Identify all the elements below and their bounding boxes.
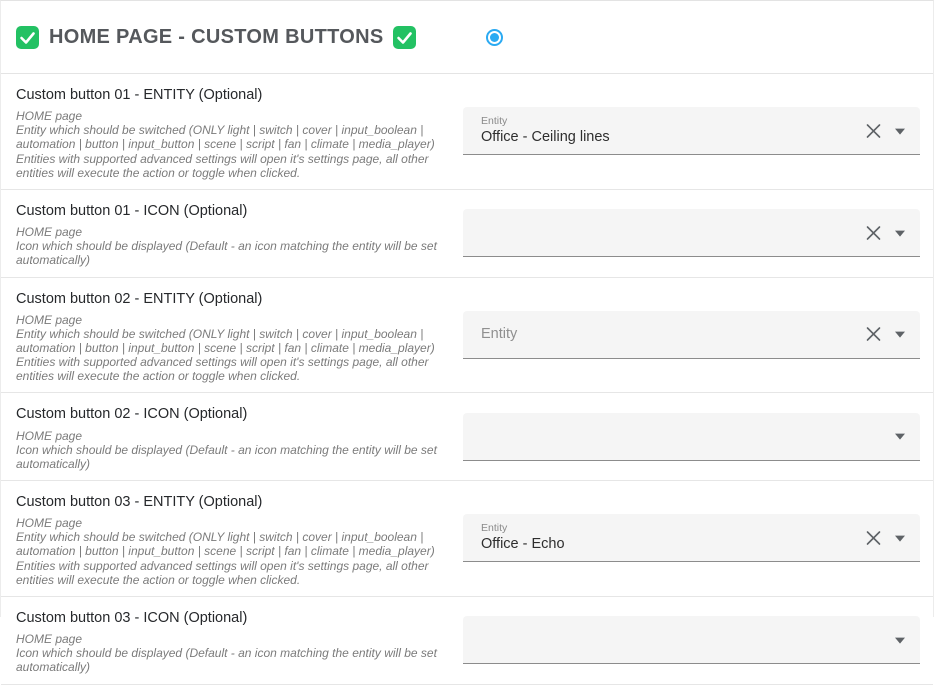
check-icon[interactable] (393, 26, 416, 49)
setting-description (16, 313, 453, 384)
setting-description-line: HOME page (16, 428, 83, 443)
setting-title: Custom button 01 - ENTITY (Optional) (16, 87, 263, 103)
field-placeholder: Entity (481, 326, 518, 343)
field-value: Office - Ceiling lines (481, 129, 610, 146)
clear-icon[interactable] (865, 529, 882, 546)
settings-row (1, 278, 933, 394)
setting-control (463, 490, 920, 587)
setting-description (16, 429, 453, 471)
setting-title: Custom button 02 - ICON (Optional) (16, 406, 248, 423)
setting-info (16, 606, 463, 675)
setting-description-line: HOME page (16, 632, 83, 647)
entity-select-field[interactable] (463, 209, 920, 257)
setting-description-line: Icon which should be displayed (Default - an icon matching the entity will be set automatically) (16, 646, 437, 675)
clear-icon[interactable] (865, 326, 882, 343)
entity-select-field[interactable] (463, 311, 920, 359)
setting-description (16, 225, 453, 267)
setting-title: Custom button 01 - ICON (Optional) (16, 202, 248, 219)
entity-select-field[interactable] (463, 514, 920, 562)
setting-info (16, 83, 463, 180)
settings-row (1, 393, 933, 481)
entity-select-field[interactable] (463, 616, 920, 664)
setting-description (16, 632, 453, 674)
chevron-down-icon[interactable] (895, 536, 905, 542)
settings-row (1, 74, 933, 190)
entity-select-field[interactable] (463, 107, 920, 155)
setting-title: Custom button 03 - ENTITY (Optional) (16, 494, 263, 510)
setting-description-line: HOME page (16, 225, 83, 240)
setting-description-line: HOME page (16, 312, 83, 327)
setting-description-line: HOME page (16, 109, 83, 124)
setting-description-line: Icon which should be displayed (Default - an icon matching the entity will be set automatically) (16, 239, 437, 268)
setting-description-line: Entity which should be switched (ONLY light | switch | cover | input_boolean | automation | button | input_button | scene | script | fan | climate | media_player) (16, 326, 435, 355)
setting-info (16, 199, 463, 268)
setting-info (16, 490, 463, 587)
setting-title: Custom button 03 - ICON (Optional) (16, 609, 248, 626)
field-value: Office - Echo (481, 536, 565, 553)
settings-row (1, 481, 933, 597)
setting-control (463, 287, 920, 384)
setting-control (463, 199, 920, 268)
setting-description-line: Icon which should be displayed (Default - an icon matching the entity will be set automatically) (16, 442, 437, 471)
chevron-down-icon[interactable] (895, 230, 905, 236)
chevron-down-icon[interactable] (895, 332, 905, 338)
page-header (1, 1, 933, 74)
setting-description-line: Entities with supported advanced settings will open it's settings page, all other entities will execute the action or toggle when clicked. (16, 355, 429, 384)
chevron-down-icon[interactable] (895, 129, 905, 135)
setting-info (16, 287, 463, 384)
clear-icon[interactable] (865, 122, 882, 139)
setting-control (463, 606, 920, 675)
setting-description-line: Entity which should be switched (ONLY light | switch | cover | input_boolean | automation | button | input_button | scene | script | fan | climate | media_player) (16, 530, 435, 559)
setting-description (16, 516, 453, 587)
entity-select-field[interactable] (463, 413, 920, 461)
field-label: Entity (481, 521, 508, 534)
chevron-down-icon[interactable] (895, 434, 905, 440)
setting-description-line: Entity which should be switched (ONLY light | switch | cover | input_boolean | automation | button | input_button | scene | script | fan | climate | media_player) (16, 123, 435, 152)
radio-dot (490, 33, 499, 42)
settings-row (1, 597, 933, 685)
setting-description (16, 109, 453, 180)
setting-control (463, 402, 920, 471)
setting-control (463, 83, 920, 180)
chevron-down-icon[interactable] (895, 637, 905, 643)
setting-description-line: Entities with supported advanced settings will open it's settings page, all other entities will execute the action or toggle when clicked. (16, 558, 429, 587)
check-icon[interactable] (16, 26, 39, 49)
field-label: Entity (481, 114, 508, 127)
setting-info (16, 402, 463, 471)
radio-selected-icon[interactable] (486, 29, 503, 46)
clear-icon[interactable] (865, 224, 882, 241)
settings-rows (1, 74, 933, 685)
setting-description-line: Entities with supported advanced settings will open it's settings page, all other entities will execute the action or toggle when clicked. (16, 151, 429, 180)
page-title: HOME PAGE - CUSTOM BUTTONS (49, 25, 384, 48)
settings-row (1, 190, 933, 278)
setting-title: Custom button 02 - ENTITY (Optional) (16, 290, 263, 307)
setting-description-line: HOME page (16, 516, 83, 531)
